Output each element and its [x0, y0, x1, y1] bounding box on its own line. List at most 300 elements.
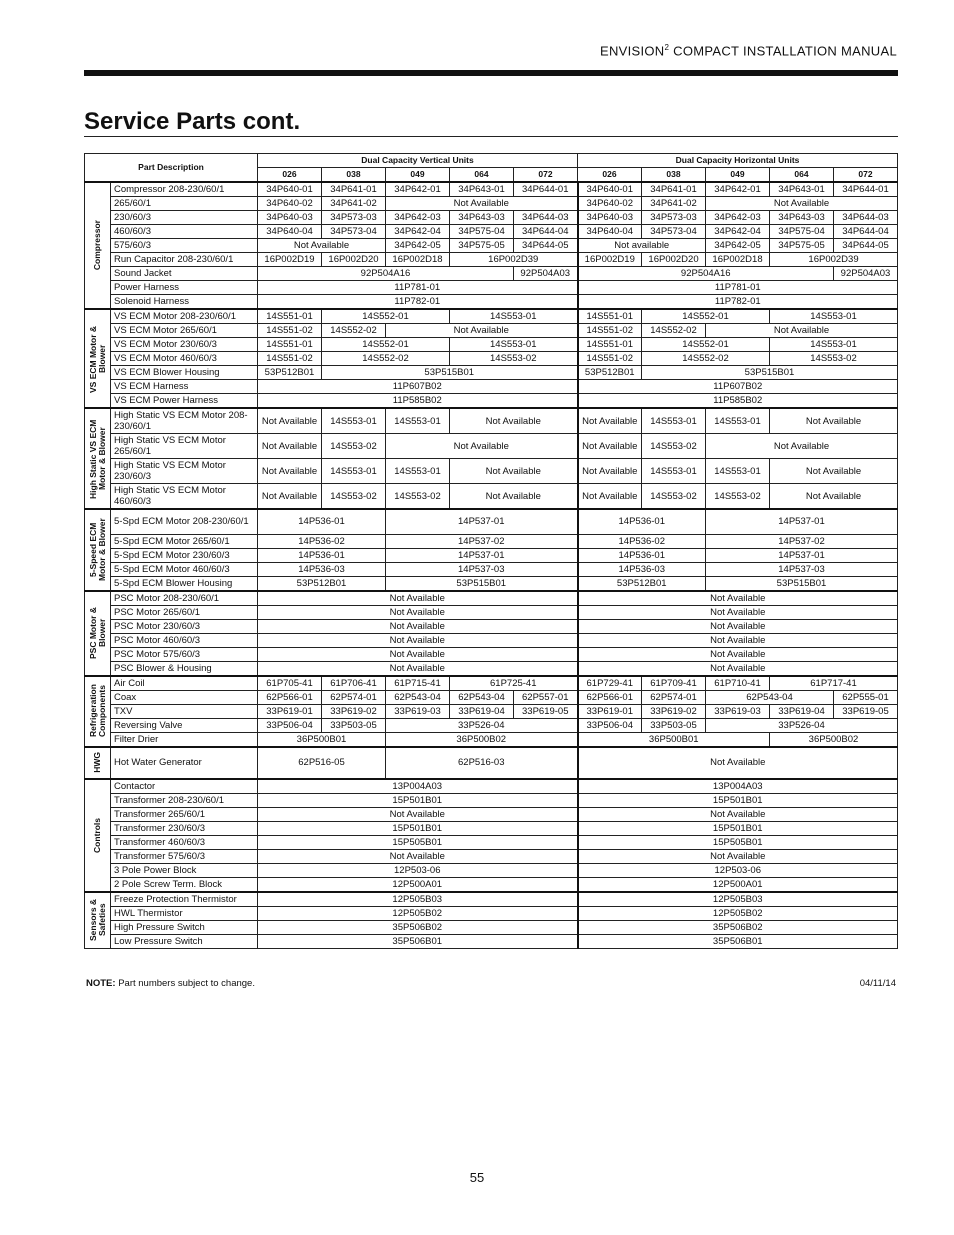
part-description: VS ECM Motor 265/60/1: [111, 324, 258, 338]
horizontal-part-number: 34P640-01: [578, 182, 642, 197]
group-label-text: 5-Speed ECM Motor & Blower: [87, 518, 107, 582]
table-row: [85, 281, 898, 295]
group-label-text: Compressor: [92, 220, 102, 271]
table-row: [85, 434, 898, 459]
vertical-part-number: 33P526-04: [386, 718, 578, 732]
vertical-part-number: 14S553-02: [450, 352, 578, 366]
vertical-part-number: 16P002D39: [450, 253, 578, 267]
horizontal-part-number: 53P515B01: [642, 366, 898, 380]
vertical-part-number: 61P725-41: [450, 676, 578, 691]
table-row: [85, 661, 898, 676]
part-description: Power Harness: [111, 281, 258, 295]
part-description: High Static VS ECM Motor 265/60/1: [111, 434, 258, 459]
part-description: 265/60/1: [111, 197, 258, 211]
group-label: [85, 892, 111, 949]
horizontal-part-number: 14P536-01: [578, 548, 706, 562]
part-description: Sound Jacket: [111, 267, 258, 281]
vertical-part-number: 11P607B02: [258, 380, 578, 394]
part-description: 5-Spd ECM Motor 460/60/3: [111, 562, 258, 576]
vertical-part-number: 62P516-05: [258, 747, 386, 779]
vertical-part-number: 14S553-02: [386, 484, 450, 510]
note-text: Part numbers subject to change.: [115, 978, 255, 989]
horizontal-part-number: 34P644-03: [834, 211, 898, 225]
horizontal-part-number: 14S552-01: [642, 309, 770, 324]
horizontal-part-number: 34P575-05: [770, 239, 834, 253]
vertical-part-number: 34P573-04: [322, 225, 386, 239]
group-label-text: PSC Motor & Blower: [87, 607, 107, 659]
vertical-model-072: 072: [514, 168, 578, 183]
horizontal-part-number: 12P500A01: [578, 877, 898, 892]
vertical-part-number: Not Available: [258, 661, 578, 676]
vertical-part-number: Not Available: [386, 197, 578, 211]
vertical-part-number: 16P002D19: [258, 253, 322, 267]
part-description: VS ECM Power Harness: [111, 394, 258, 409]
group-label: [85, 509, 111, 591]
vertical-part-number: 34P573-03: [322, 211, 386, 225]
horizontal-part-number: 53P512B01: [578, 576, 706, 591]
parts-body: [85, 182, 898, 948]
horizontal-part-number: Not Available: [706, 434, 898, 459]
horizontal-part-number: 16P002D39: [770, 253, 898, 267]
table-row: [85, 605, 898, 619]
title-underline: [84, 136, 898, 137]
vertical-part-number: 33P503-05: [322, 718, 386, 732]
horizontal-part-number: Not Available: [770, 484, 898, 510]
vertical-part-number: 36P500B01: [258, 732, 386, 747]
horizontal-part-number: 11P781-01: [578, 281, 898, 295]
part-description: 3 Pole Power Block: [111, 863, 258, 877]
brand-name: ENVISION: [599, 43, 665, 59]
footnote: [86, 978, 255, 989]
vertical-part-number: 33P506-04: [258, 718, 322, 732]
part-description: Reversing Valve: [111, 718, 258, 732]
horizontal-part-number: 14S552-02: [642, 352, 770, 366]
horizontal-part-number: 12P503-06: [578, 863, 898, 877]
horizontal-part-number: 53P515B01: [706, 576, 898, 591]
service-parts-table: [84, 153, 898, 949]
part-description-header: Part Description: [85, 154, 258, 183]
table-row: [85, 877, 898, 892]
vertical-part-number: 12P503-06: [258, 863, 578, 877]
vertical-part-number: Not Available: [258, 633, 578, 647]
table-row: [85, 619, 898, 633]
table-row: [85, 324, 898, 338]
part-description: Transformer 460/60/3: [111, 835, 258, 849]
part-description: Contactor: [111, 779, 258, 794]
vertical-part-number: 34P641-01: [322, 182, 386, 197]
vertical-part-number: 33P619-05: [514, 704, 578, 718]
part-description: High Pressure Switch: [111, 920, 258, 934]
part-description: Transformer 265/60/1: [111, 807, 258, 821]
table-row: [85, 562, 898, 576]
horizontal-part-number: 12P505B03: [578, 892, 898, 907]
part-description: PSC Motor 460/60/3: [111, 633, 258, 647]
horizontal-part-number: 33P506-04: [578, 718, 642, 732]
vertical-part-number: 62P516-03: [386, 747, 578, 779]
horizontal-part-number: 14S553-02: [770, 352, 898, 366]
group-label: [85, 779, 111, 892]
vertical-part-number: 62P543-04: [450, 690, 514, 704]
vertical-part-number: 62P557-01: [514, 690, 578, 704]
horizontal-part-number: Not Available: [770, 459, 898, 484]
horizontal-part-number: 34P644-04: [834, 225, 898, 239]
part-description: HWL Thermistor: [111, 906, 258, 920]
table-row: [85, 534, 898, 548]
horizontal-part-number: Not Available: [578, 619, 898, 633]
vertical-part-number: 11P782-01: [258, 295, 578, 310]
horizontal-model-072: 072: [834, 168, 898, 183]
horizontal-part-number: 53P512B01: [578, 366, 642, 380]
vertical-part-number: Not Available: [258, 459, 322, 484]
part-description: VS ECM Motor 230/60/3: [111, 338, 258, 352]
vertical-part-number: 34P643-03: [450, 211, 514, 225]
horizontal-part-number: 34P642-05: [706, 239, 770, 253]
horizontal-part-number: 14P537-01: [706, 548, 898, 562]
horizontal-part-number: 34P642-01: [706, 182, 770, 197]
horizontal-part-number: 34P644-01: [834, 182, 898, 197]
horizontal-part-number: 34P573-03: [642, 211, 706, 225]
horizontal-part-number: 16P002D19: [578, 253, 642, 267]
table-row: [85, 704, 898, 718]
part-description: High Static VS ECM Motor 208-230/60/1: [111, 408, 258, 434]
horizontal-part-number: 16P002D20: [642, 253, 706, 267]
group-label-text: High Static VS ECM Motor & Blower: [87, 418, 107, 499]
horizontal-part-number: 14S552-01: [642, 338, 770, 352]
vertical-part-number: Not Available: [258, 591, 578, 606]
horizontal-part-number: 13P004A03: [578, 779, 898, 794]
vertical-part-number: 14S552-02: [322, 324, 386, 338]
vertical-part-number: 33P619-03: [386, 704, 450, 718]
table-row: [85, 408, 898, 434]
horizontal-model-064: 064: [770, 168, 834, 183]
part-description: Freeze Protection Thermistor: [111, 892, 258, 907]
page-number: 55: [469, 1170, 485, 1185]
vertical-part-number: Not Available: [386, 434, 578, 459]
vertical-part-number: 36P500B02: [386, 732, 578, 747]
horizontal-part-number: 14P536-03: [578, 562, 706, 576]
horizontal-part-number: 92P504A16: [578, 267, 834, 281]
vertical-model-064: 064: [450, 168, 514, 183]
table-row: [85, 225, 898, 239]
horizontal-part-number: 34P642-04: [706, 225, 770, 239]
part-description: Transformer 230/60/3: [111, 821, 258, 835]
horizontal-model-026: 026: [578, 168, 642, 183]
table-row: [85, 920, 898, 934]
vertical-model-049: 049: [386, 168, 450, 183]
table-row: [85, 295, 898, 310]
vertical-part-number: 33P619-02: [322, 704, 386, 718]
horizontal-part-number: 92P504A03: [834, 267, 898, 281]
part-description: Transformer 208-230/60/1: [111, 793, 258, 807]
part-description: Low Pressure Switch: [111, 934, 258, 948]
horizontal-part-number: 34P643-03: [770, 211, 834, 225]
table-row: [85, 352, 898, 366]
horizontal-model-049: 049: [706, 168, 770, 183]
horizontal-part-number: Not Available: [578, 591, 898, 606]
horizontal-part-number: 33P619-04: [770, 704, 834, 718]
horizontal-part-number: Not Available: [578, 633, 898, 647]
table-row: [85, 366, 898, 380]
horizontal-part-number: 14S553-02: [642, 434, 706, 459]
vertical-part-number: Not Available: [450, 484, 578, 510]
group-label: [85, 182, 111, 309]
horizontal-part-number: Not Available: [706, 197, 898, 211]
table-row: [85, 309, 898, 324]
vertical-part-number: 34P644-01: [514, 182, 578, 197]
horizontal-part-number: 14P537-03: [706, 562, 898, 576]
vertical-part-number: 13P004A03: [258, 779, 578, 794]
group-label: [85, 309, 111, 408]
horizontal-part-number: 62P574-01: [642, 690, 706, 704]
vertical-part-number: 35P506B01: [258, 934, 578, 948]
horizontal-part-number: 33P503-05: [642, 718, 706, 732]
vertical-part-number: 92P504A03: [514, 267, 578, 281]
horizontal-part-number: 11P607B02: [578, 380, 898, 394]
vertical-part-number: 34P640-04: [258, 225, 322, 239]
vertical-part-number: 12P505B03: [258, 892, 578, 907]
table-row: [85, 253, 898, 267]
part-description: High Static VS ECM Motor 230/60/3: [111, 459, 258, 484]
header-rule: [84, 70, 898, 76]
part-description: TXV: [111, 704, 258, 718]
table-row: [85, 380, 898, 394]
vertical-part-number: 15P501B01: [258, 793, 578, 807]
horizontal-part-number: 11P782-01: [578, 295, 898, 310]
part-description: Transformer 575/60/3: [111, 849, 258, 863]
vertical-part-number: 34P642-05: [386, 239, 450, 253]
vertical-part-number: Not Available: [258, 849, 578, 863]
part-description: 5-Spd ECM Motor 230/60/3: [111, 548, 258, 562]
part-description: PSC Blower & Housing: [111, 661, 258, 676]
horizontal-part-number: 61P729-41: [578, 676, 642, 691]
vertical-part-number: 14S553-02: [322, 434, 386, 459]
horizontal-part-number: 33P619-05: [834, 704, 898, 718]
part-description: 2 Pole Screw Term. Block: [111, 877, 258, 892]
vertical-part-number: 34P640-01: [258, 182, 322, 197]
horizontal-part-number: Not Available: [578, 605, 898, 619]
horizontal-part-number: Not Available: [578, 647, 898, 661]
horizontal-part-number: Not Available: [578, 434, 642, 459]
vertical-part-number: 34P644-05: [514, 239, 578, 253]
vertical-part-number: 53P515B01: [386, 576, 578, 591]
vertical-part-number: Not Available: [386, 324, 578, 338]
vertical-part-number: 14S553-01: [450, 309, 578, 324]
horizontal-part-number: 61P710-41: [706, 676, 770, 691]
vertical-part-number: 14S552-01: [322, 338, 450, 352]
vertical-part-number: 11P781-01: [258, 281, 578, 295]
vertical-part-number: 12P505B02: [258, 906, 578, 920]
vertical-part-number: Not Available: [258, 239, 386, 253]
part-description: VS ECM Blower Housing: [111, 366, 258, 380]
vertical-part-number: 33P619-01: [258, 704, 322, 718]
table-row: [85, 718, 898, 732]
horizontal-part-number: 33P526-04: [706, 718, 898, 732]
horizontal-part-number: 14P537-01: [706, 509, 898, 534]
vertical-part-number: 16P002D18: [386, 253, 450, 267]
vertical-part-number: Not Available: [258, 807, 578, 821]
horizontal-part-number: 15P501B01: [578, 821, 898, 835]
brand-superscript: 2: [664, 43, 670, 52]
horizontal-part-number: 14S553-01: [706, 408, 770, 434]
vertical-part-number: 14P536-01: [258, 509, 386, 534]
vertical-part-number: 34P642-04: [386, 225, 450, 239]
vertical-part-number: 14P537-01: [386, 548, 578, 562]
horizontal-part-number: 16P002D18: [706, 253, 770, 267]
vertical-part-number: 14P536-02: [258, 534, 386, 548]
part-description: 5-Spd ECM Motor 208-230/60/1: [111, 509, 258, 534]
table-row: [85, 747, 898, 779]
vertical-part-number: 34P575-04: [450, 225, 514, 239]
part-description: Solenoid Harness: [111, 295, 258, 310]
vertical-part-number: 14S551-02: [258, 324, 322, 338]
vertical-part-number: 62P574-01: [322, 690, 386, 704]
table-row: [85, 239, 898, 253]
horizontal-part-number: 34P641-01: [642, 182, 706, 197]
header-row-groups: [85, 154, 898, 168]
horizontal-part-number: Not available: [578, 239, 706, 253]
group-label-text: VS ECM Motor & Blower: [87, 324, 107, 393]
group-label: [85, 408, 111, 509]
vertical-part-number: Not Available: [258, 619, 578, 633]
horizontal-part-number: 14S553-01: [642, 459, 706, 484]
table-row: [85, 676, 898, 691]
part-description: Filter Drier: [111, 732, 258, 747]
vertical-part-number: 35P506B02: [258, 920, 578, 934]
part-description: PSC Motor 230/60/3: [111, 619, 258, 633]
table-row: [85, 732, 898, 747]
table-row: [85, 633, 898, 647]
part-description: PSC Motor 265/60/1: [111, 605, 258, 619]
horizontal-part-number: 62P543-04: [706, 690, 834, 704]
group-label-text: Refrigeration Components: [87, 684, 107, 738]
vertical-part-number: 14P536-03: [258, 562, 386, 576]
horizontal-part-number: Not Available: [578, 484, 642, 510]
horizontal-part-number: 36P500B02: [770, 732, 898, 747]
table-row: [85, 647, 898, 661]
vertical-part-number: 14P536-01: [258, 548, 386, 562]
horizontal-part-number: 35P506B01: [578, 934, 898, 948]
vertical-part-number: 34P640-03: [258, 211, 322, 225]
horizontal-part-number: 14S553-01: [770, 309, 898, 324]
vertical-part-number: 34P641-02: [322, 197, 386, 211]
part-description: 5-Spd ECM Blower Housing: [111, 576, 258, 591]
table-row: [85, 779, 898, 794]
revision-date: 04/11/14: [859, 978, 896, 989]
vertical-part-number: 14S553-01: [322, 459, 386, 484]
table-row: [85, 591, 898, 606]
vertical-part-number: 14S551-01: [258, 338, 322, 352]
horizontal-part-number: 62P566-01: [578, 690, 642, 704]
vertical-part-number: 34P642-01: [386, 182, 450, 197]
horizontal-part-number: 14S552-02: [642, 324, 706, 338]
vertical-part-number: Not Available: [450, 408, 578, 434]
horizontal-part-number: Not Available: [578, 849, 898, 863]
table-row: [85, 267, 898, 281]
horizontal-part-number: 34P643-01: [770, 182, 834, 197]
part-description: 230/60/3: [111, 211, 258, 225]
horizontal-part-number: 34P642-03: [706, 211, 770, 225]
part-description: 575/60/3: [111, 239, 258, 253]
horizontal-part-number: 14P537-02: [706, 534, 898, 548]
part-description: Hot Water Generator: [111, 747, 258, 779]
vertical-part-number: 15P505B01: [258, 835, 578, 849]
part-description: VS ECM Motor 208-230/60/1: [111, 309, 258, 324]
table-row: [85, 394, 898, 409]
vertical-part-number: 15P501B01: [258, 821, 578, 835]
vertical-part-number: 34P642-03: [386, 211, 450, 225]
manual-subtitle: COMPACT INSTALLATION MANUAL: [669, 43, 897, 59]
vertical-part-number: 14S551-01: [258, 309, 322, 324]
horizontal-part-number: 36P500B01: [578, 732, 770, 747]
part-description: PSC Motor 575/60/3: [111, 647, 258, 661]
table-row: [85, 211, 898, 225]
horizontal-part-number: 14S551-02: [578, 352, 642, 366]
vertical-part-number: 16P002D20: [322, 253, 386, 267]
table-row: [85, 484, 898, 510]
horizontal-part-number: Not Available: [578, 807, 898, 821]
horizontal-part-number: 33P619-02: [642, 704, 706, 718]
vertical-model-038: 038: [322, 168, 386, 183]
vertical-part-number: 14S552-01: [322, 309, 450, 324]
vertical-units-header: Dual Capacity Vertical Units: [258, 154, 578, 168]
table-row: [85, 934, 898, 948]
vertical-part-number: Not Available: [450, 459, 578, 484]
vertical-part-number: Not Available: [258, 605, 578, 619]
page-title: Service Parts cont.: [84, 108, 301, 135]
vertical-part-number: 62P566-01: [258, 690, 322, 704]
table-row: [85, 892, 898, 907]
part-description: Run Capacitor 208-230/60/1: [111, 253, 258, 267]
horizontal-part-number: 14P536-02: [578, 534, 706, 548]
horizontal-part-number: 14S553-01: [706, 459, 770, 484]
table-row: [85, 849, 898, 863]
vertical-part-number: 12P500A01: [258, 877, 578, 892]
table-row: [85, 459, 898, 484]
horizontal-part-number: 14S553-01: [770, 338, 898, 352]
table-row: [85, 863, 898, 877]
table-row: [85, 197, 898, 211]
part-description: VS ECM Harness: [111, 380, 258, 394]
horizontal-part-number: 61P709-41: [642, 676, 706, 691]
horizontal-part-number: 14S551-01: [578, 338, 642, 352]
table-row: [85, 548, 898, 562]
vertical-part-number: 61P706-41: [322, 676, 386, 691]
part-description: 460/60/3: [111, 225, 258, 239]
vertical-part-number: Not Available: [258, 647, 578, 661]
horizontal-part-number: Not Available: [578, 459, 642, 484]
vertical-part-number: 34P644-03: [514, 211, 578, 225]
horizontal-part-number: 14P536-01: [578, 509, 706, 534]
part-description: PSC Motor 208-230/60/1: [111, 591, 258, 606]
horizontal-part-number: 34P644-05: [834, 239, 898, 253]
horizontal-part-number: 14S551-01: [578, 309, 642, 324]
vertical-part-number: 62P543-04: [386, 690, 450, 704]
horizontal-part-number: 34P573-04: [642, 225, 706, 239]
horizontal-part-number: 14S553-01: [642, 408, 706, 434]
group-label: [85, 747, 111, 779]
horizontal-part-number: 14S551-02: [578, 324, 642, 338]
horizontal-part-number: 34P575-04: [770, 225, 834, 239]
horizontal-part-number: 34P640-04: [578, 225, 642, 239]
vertical-part-number: 14S552-02: [322, 352, 450, 366]
vertical-part-number: 53P512B01: [258, 366, 322, 380]
horizontal-part-number: 34P640-03: [578, 211, 642, 225]
horizontal-model-038: 038: [642, 168, 706, 183]
group-label-text: Controls: [92, 817, 102, 853]
vertical-part-number: Not Available: [258, 408, 322, 434]
part-description: 5-Spd ECM Motor 265/60/1: [111, 534, 258, 548]
vertical-part-number: 34P640-02: [258, 197, 322, 211]
